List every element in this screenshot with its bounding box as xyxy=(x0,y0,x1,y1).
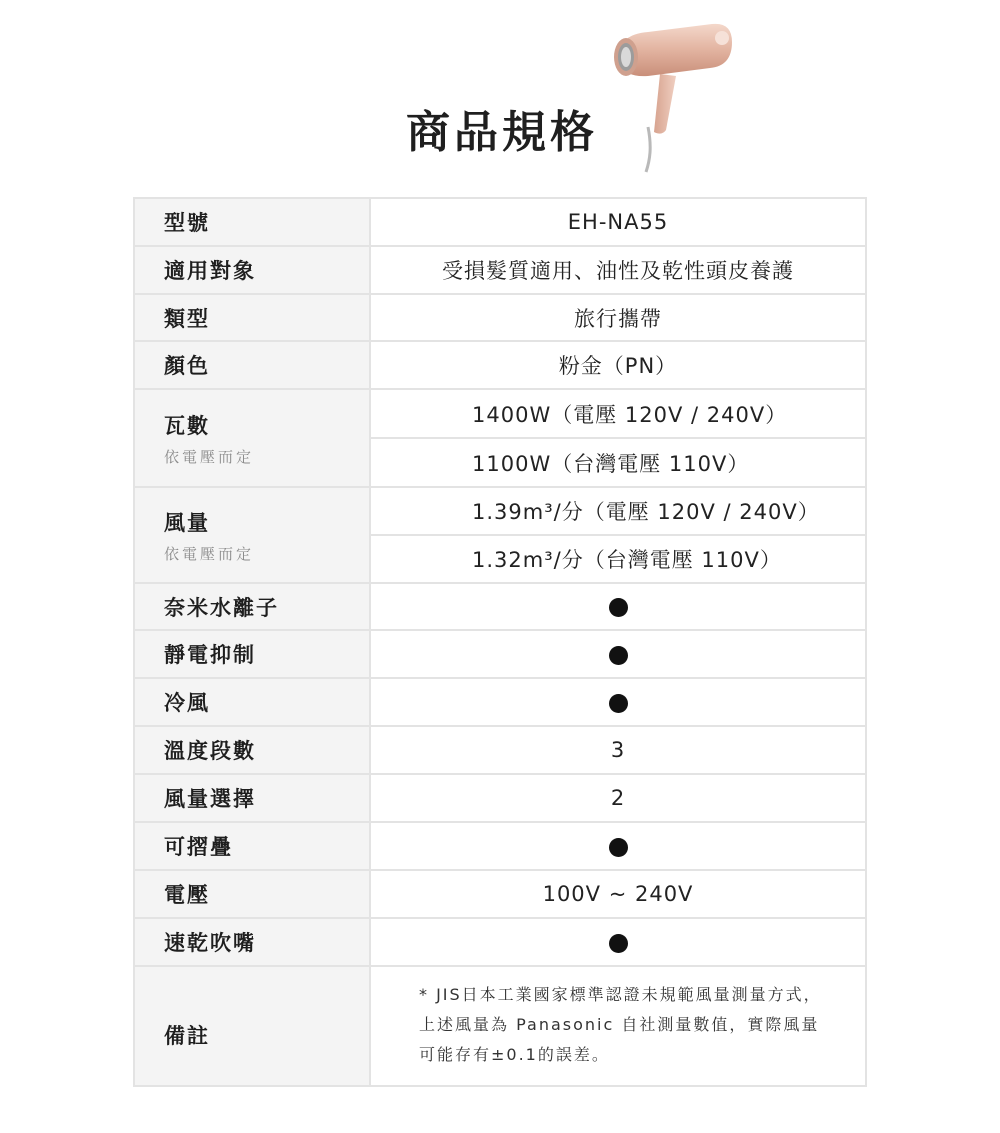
spec-value-speed: 2 xyxy=(370,774,866,822)
spec-value-type: 旅行攜帶 xyxy=(370,294,866,341)
spec-label-speed: 風量選擇 xyxy=(134,774,370,822)
spec-value-quickdry xyxy=(370,918,866,966)
table-row xyxy=(134,294,866,341)
spec-value-wattage-2: 1100W（台灣電壓 110V） xyxy=(370,438,866,487)
spec-value-antistatic xyxy=(370,630,866,678)
table-row xyxy=(134,389,866,438)
spec-value-cold xyxy=(370,678,866,726)
table-row xyxy=(134,774,866,822)
table-row xyxy=(134,246,866,294)
spec-value-wattage-1: 1400W（電壓 120V / 240V） xyxy=(370,389,866,438)
spec-value-airflow-2: 1.32m³/分（台灣電壓 110V） xyxy=(370,535,866,583)
spec-value-voltage: 100V ~ 240V xyxy=(370,870,866,918)
supported-dot-icon xyxy=(609,934,628,953)
spec-label-airflow xyxy=(134,487,370,583)
table-row xyxy=(134,966,866,1086)
spec-value-target: 受損髮質適用、油性及乾性頭皮養護 xyxy=(370,246,866,294)
spec-label-wattage xyxy=(134,389,370,487)
spec-value-nanoe xyxy=(370,583,866,630)
table-row xyxy=(134,678,866,726)
table-row xyxy=(134,487,866,535)
supported-dot-icon xyxy=(609,598,628,617)
note-line: 上述風量為 Panasonic 自社測量數值，實際風量 xyxy=(419,1015,820,1034)
spec-label-wattage-text: 瓦數 xyxy=(164,413,210,438)
spec-label-quickdry: 速乾吹嘴 xyxy=(134,918,370,966)
spec-value-color: 粉金（PN） xyxy=(370,341,866,389)
table-row xyxy=(134,198,866,246)
spec-label-notes: 備註 xyxy=(134,966,370,1086)
hair-dryer-image xyxy=(608,12,740,174)
spec-label-type: 類型 xyxy=(134,294,370,341)
table-row xyxy=(134,870,866,918)
table-row xyxy=(134,822,866,870)
spec-label-model: 型號 xyxy=(134,198,370,246)
spec-label-color: 顏色 xyxy=(134,341,370,389)
spec-label-target: 適用對象 xyxy=(134,246,370,294)
spec-label-voltage: 電壓 xyxy=(134,870,370,918)
spec-label-nanoe: 奈米水離子 xyxy=(134,583,370,630)
note-line: 可能存有±0.1的誤差。 xyxy=(419,1045,610,1064)
supported-dot-icon xyxy=(609,646,628,665)
spec-value-model: EH-NA55 xyxy=(370,198,866,246)
spec-label-foldable: 可摺疊 xyxy=(134,822,370,870)
table-row xyxy=(134,918,866,966)
spec-table xyxy=(133,197,867,1087)
spec-label-temp: 溫度段數 xyxy=(134,726,370,774)
note-line: * JIS日本工業國家標準認證未規範風量測量方式， xyxy=(419,985,822,1004)
supported-dot-icon xyxy=(609,838,628,857)
spec-label-antistatic: 靜電抑制 xyxy=(134,630,370,678)
table-row xyxy=(134,583,866,630)
spec-value-temp: 3 xyxy=(370,726,866,774)
spec-sublabel-airflow: 依電壓而定 xyxy=(164,544,255,563)
spec-label-cold: 冷風 xyxy=(134,678,370,726)
table-row xyxy=(134,630,866,678)
spec-value-airflow-1: 1.39m³/分（電壓 120V / 240V） xyxy=(370,487,866,535)
spec-label-airflow-text: 風量 xyxy=(164,510,210,535)
spec-value-notes xyxy=(370,966,866,1086)
page-title: 商品規格 xyxy=(406,107,598,158)
table-row xyxy=(134,726,866,774)
supported-dot-icon xyxy=(609,694,628,713)
table-row xyxy=(134,341,866,389)
spec-value-foldable xyxy=(370,822,866,870)
spec-sublabel-wattage: 依電壓而定 xyxy=(164,447,255,466)
